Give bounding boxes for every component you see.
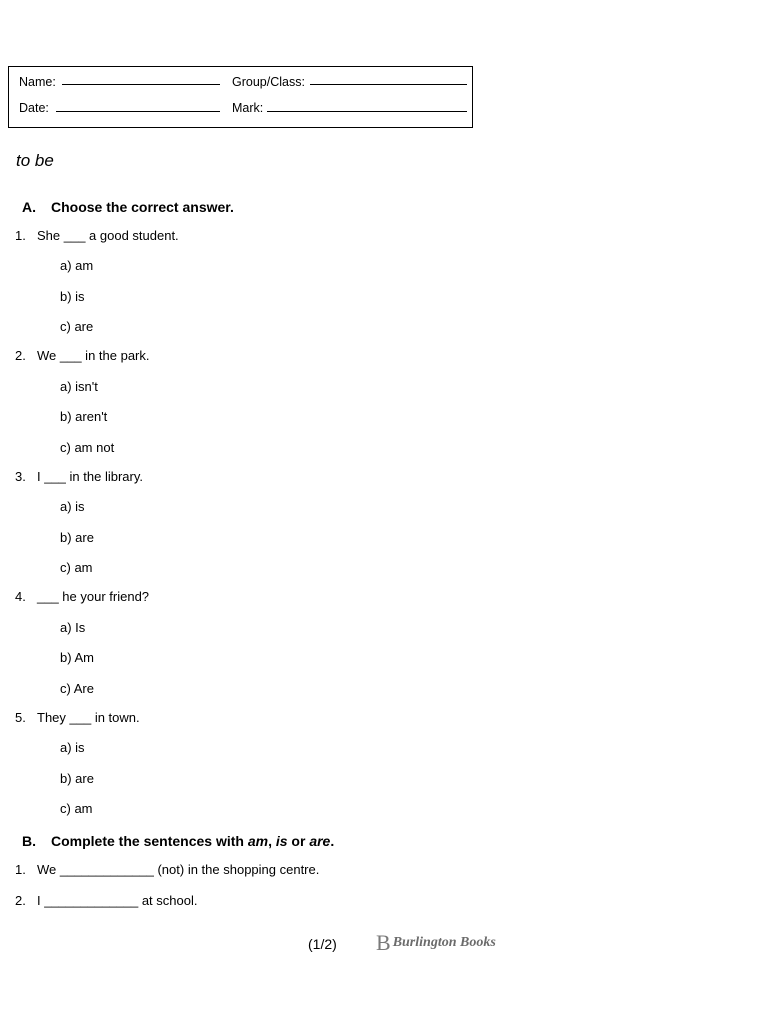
publisher-name: Burlington Books (392, 935, 496, 950)
option-a4-c[interactable]: c) Are (60, 681, 94, 696)
question-text: They ___ in town. (37, 710, 140, 725)
date-label: Date: (19, 101, 49, 115)
option-a2-b[interactable]: b) aren't (60, 409, 108, 424)
option-a5-c[interactable]: c) am (60, 801, 93, 816)
question-a1 (15, 228, 179, 243)
burlington-logo-icon: B (376, 930, 391, 955)
option-a5-b[interactable]: b) are (60, 771, 94, 786)
question-number: 4. (15, 589, 26, 604)
question-number: 1. (15, 862, 26, 877)
option-a3-a[interactable]: a) is (60, 499, 85, 514)
question-text: I ___ in the library. (37, 469, 143, 484)
question-text: ___ he your friend? (37, 589, 150, 604)
word-am: am (247, 833, 269, 849)
period: . (330, 833, 335, 849)
question-b1 (15, 862, 319, 877)
option-a4-a[interactable]: a) Is (60, 620, 86, 635)
question-number: 5. (15, 710, 26, 725)
option-a3-b[interactable]: b) are (60, 530, 94, 545)
date-line[interactable] (56, 111, 220, 112)
question-a5 (15, 710, 140, 725)
subject-title: to be (16, 151, 54, 170)
option-a4-b[interactable]: b) Am (60, 650, 94, 665)
mark-label: Mark: (232, 101, 264, 115)
question-a3 (15, 469, 143, 484)
student-info-box (8, 66, 473, 128)
group-class-label: Group/Class: (232, 75, 305, 89)
question-number: 2. (15, 348, 26, 363)
question-text: We ___ in the park. (37, 348, 150, 363)
question-a2 (15, 348, 150, 363)
page-number: (1/2) (308, 936, 337, 952)
section-a-instruction: Choose the correct answer. (51, 199, 234, 215)
section-b-letter: B. (22, 833, 36, 849)
question-text[interactable]: We _____________ (not) in the shopping centre. (37, 862, 320, 877)
separator: or (287, 833, 310, 849)
option-a2-c[interactable]: c) am not (60, 440, 115, 455)
section-a-letter: A. (22, 199, 36, 215)
option-a1-b[interactable]: b) is (60, 289, 85, 304)
section-b-heading (22, 833, 334, 849)
option-a5-a[interactable]: a) is (60, 740, 85, 755)
word-is: is (275, 833, 288, 849)
publisher-logo (376, 932, 496, 954)
option-a3-c[interactable]: c) am (60, 560, 93, 575)
option-a2-a[interactable]: a) isn't (60, 379, 98, 394)
section-a-heading (22, 199, 234, 215)
question-number: 2. (15, 893, 26, 908)
option-a1-a[interactable]: a) am (60, 258, 94, 273)
question-number: 3. (15, 469, 26, 484)
mark-line[interactable] (267, 111, 467, 112)
group-class-line[interactable] (310, 84, 467, 85)
question-number: 1. (15, 228, 26, 243)
question-text[interactable]: I _____________ at school. (37, 893, 198, 908)
question-text: She ___ a good student. (37, 228, 179, 243)
word-are: are (309, 833, 331, 849)
question-b2 (15, 893, 197, 908)
separator: , (268, 833, 276, 849)
name-line[interactable] (62, 84, 220, 85)
section-b-instruction-prefix: Complete the sentences with (51, 833, 248, 849)
option-a1-c[interactable]: c) are (60, 319, 94, 334)
question-a4 (15, 589, 149, 604)
name-label: Name: (19, 75, 56, 89)
